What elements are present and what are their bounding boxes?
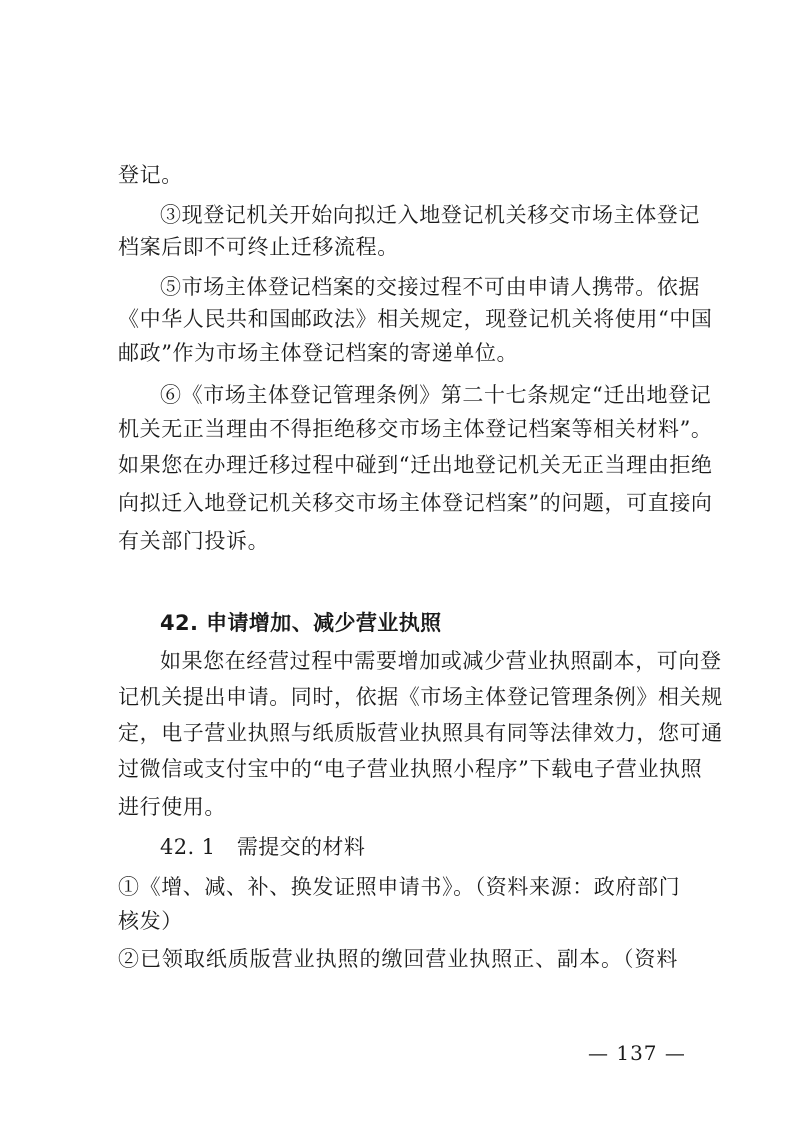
text-line-13: 记机关提出申请。同时，依据《市场主体登记管理条例》相关规 xyxy=(118,685,723,709)
section-heading-42: 42. 申请增加、减少营业执照 xyxy=(160,611,442,635)
text-line-18: 核发） xyxy=(118,909,183,933)
text-line-1: 登记。 xyxy=(118,163,183,187)
text-line-2: ③现登记机关开始向拟迁入地登记机关移交市场主体登记 xyxy=(160,203,700,227)
text-line-3: 档案后即不可终止迁移流程。 xyxy=(118,235,399,259)
text-line-17: ①《增、减、补、换发证照申请书》。（资料来源：政府部门 xyxy=(118,875,681,899)
text-line-6: 邮政”作为市场主体登记档案的寄递单位。 xyxy=(118,341,519,365)
page-number: — 137 — xyxy=(588,1041,686,1065)
text-line-4: ⑤市场主体登记档案的交接过程不可由申请人携带。依据 xyxy=(160,275,700,299)
text-line-15: 过微信或支付宝中的“电子营业执照小程序”下载电子营业执照 xyxy=(118,757,703,781)
text-line-5: 《中华人民共和国邮政法》相关规定，现登记机关将使用“中国 xyxy=(118,307,713,331)
text-line-12: 如果您在经营过程中需要增加或减少营业执照副本，可向登 xyxy=(160,649,722,673)
text-line-10: 向拟迁入地登记机关移交市场主体登记档案”的问题，可直接向 xyxy=(118,491,713,515)
text-line-16: 进行使用。 xyxy=(118,795,226,819)
text-line-8: 机关无正当理由不得拒绝移交市场主体登记档案等相关材料”。 xyxy=(118,417,713,441)
text-line-7: ⑥《市场主体登记管理条例》第二十七条规定“迁出地登记 xyxy=(160,383,712,407)
text-line-14: 定，电子营业执照与纸质版营业执照具有同等法律效力，您可通 xyxy=(118,721,723,745)
text-line-19: ②已领取纸质版营业执照的缴回营业执照正、副本。（资料 xyxy=(118,947,678,971)
text-line-9: 如果您在办理迁移过程中碰到“迁出地登记机关无正当理由拒绝 xyxy=(118,453,713,477)
subsection-heading-42-1: 42. 1 需提交的材料 xyxy=(160,835,366,859)
text-line-11: 有关部门投诉。 xyxy=(118,529,270,553)
